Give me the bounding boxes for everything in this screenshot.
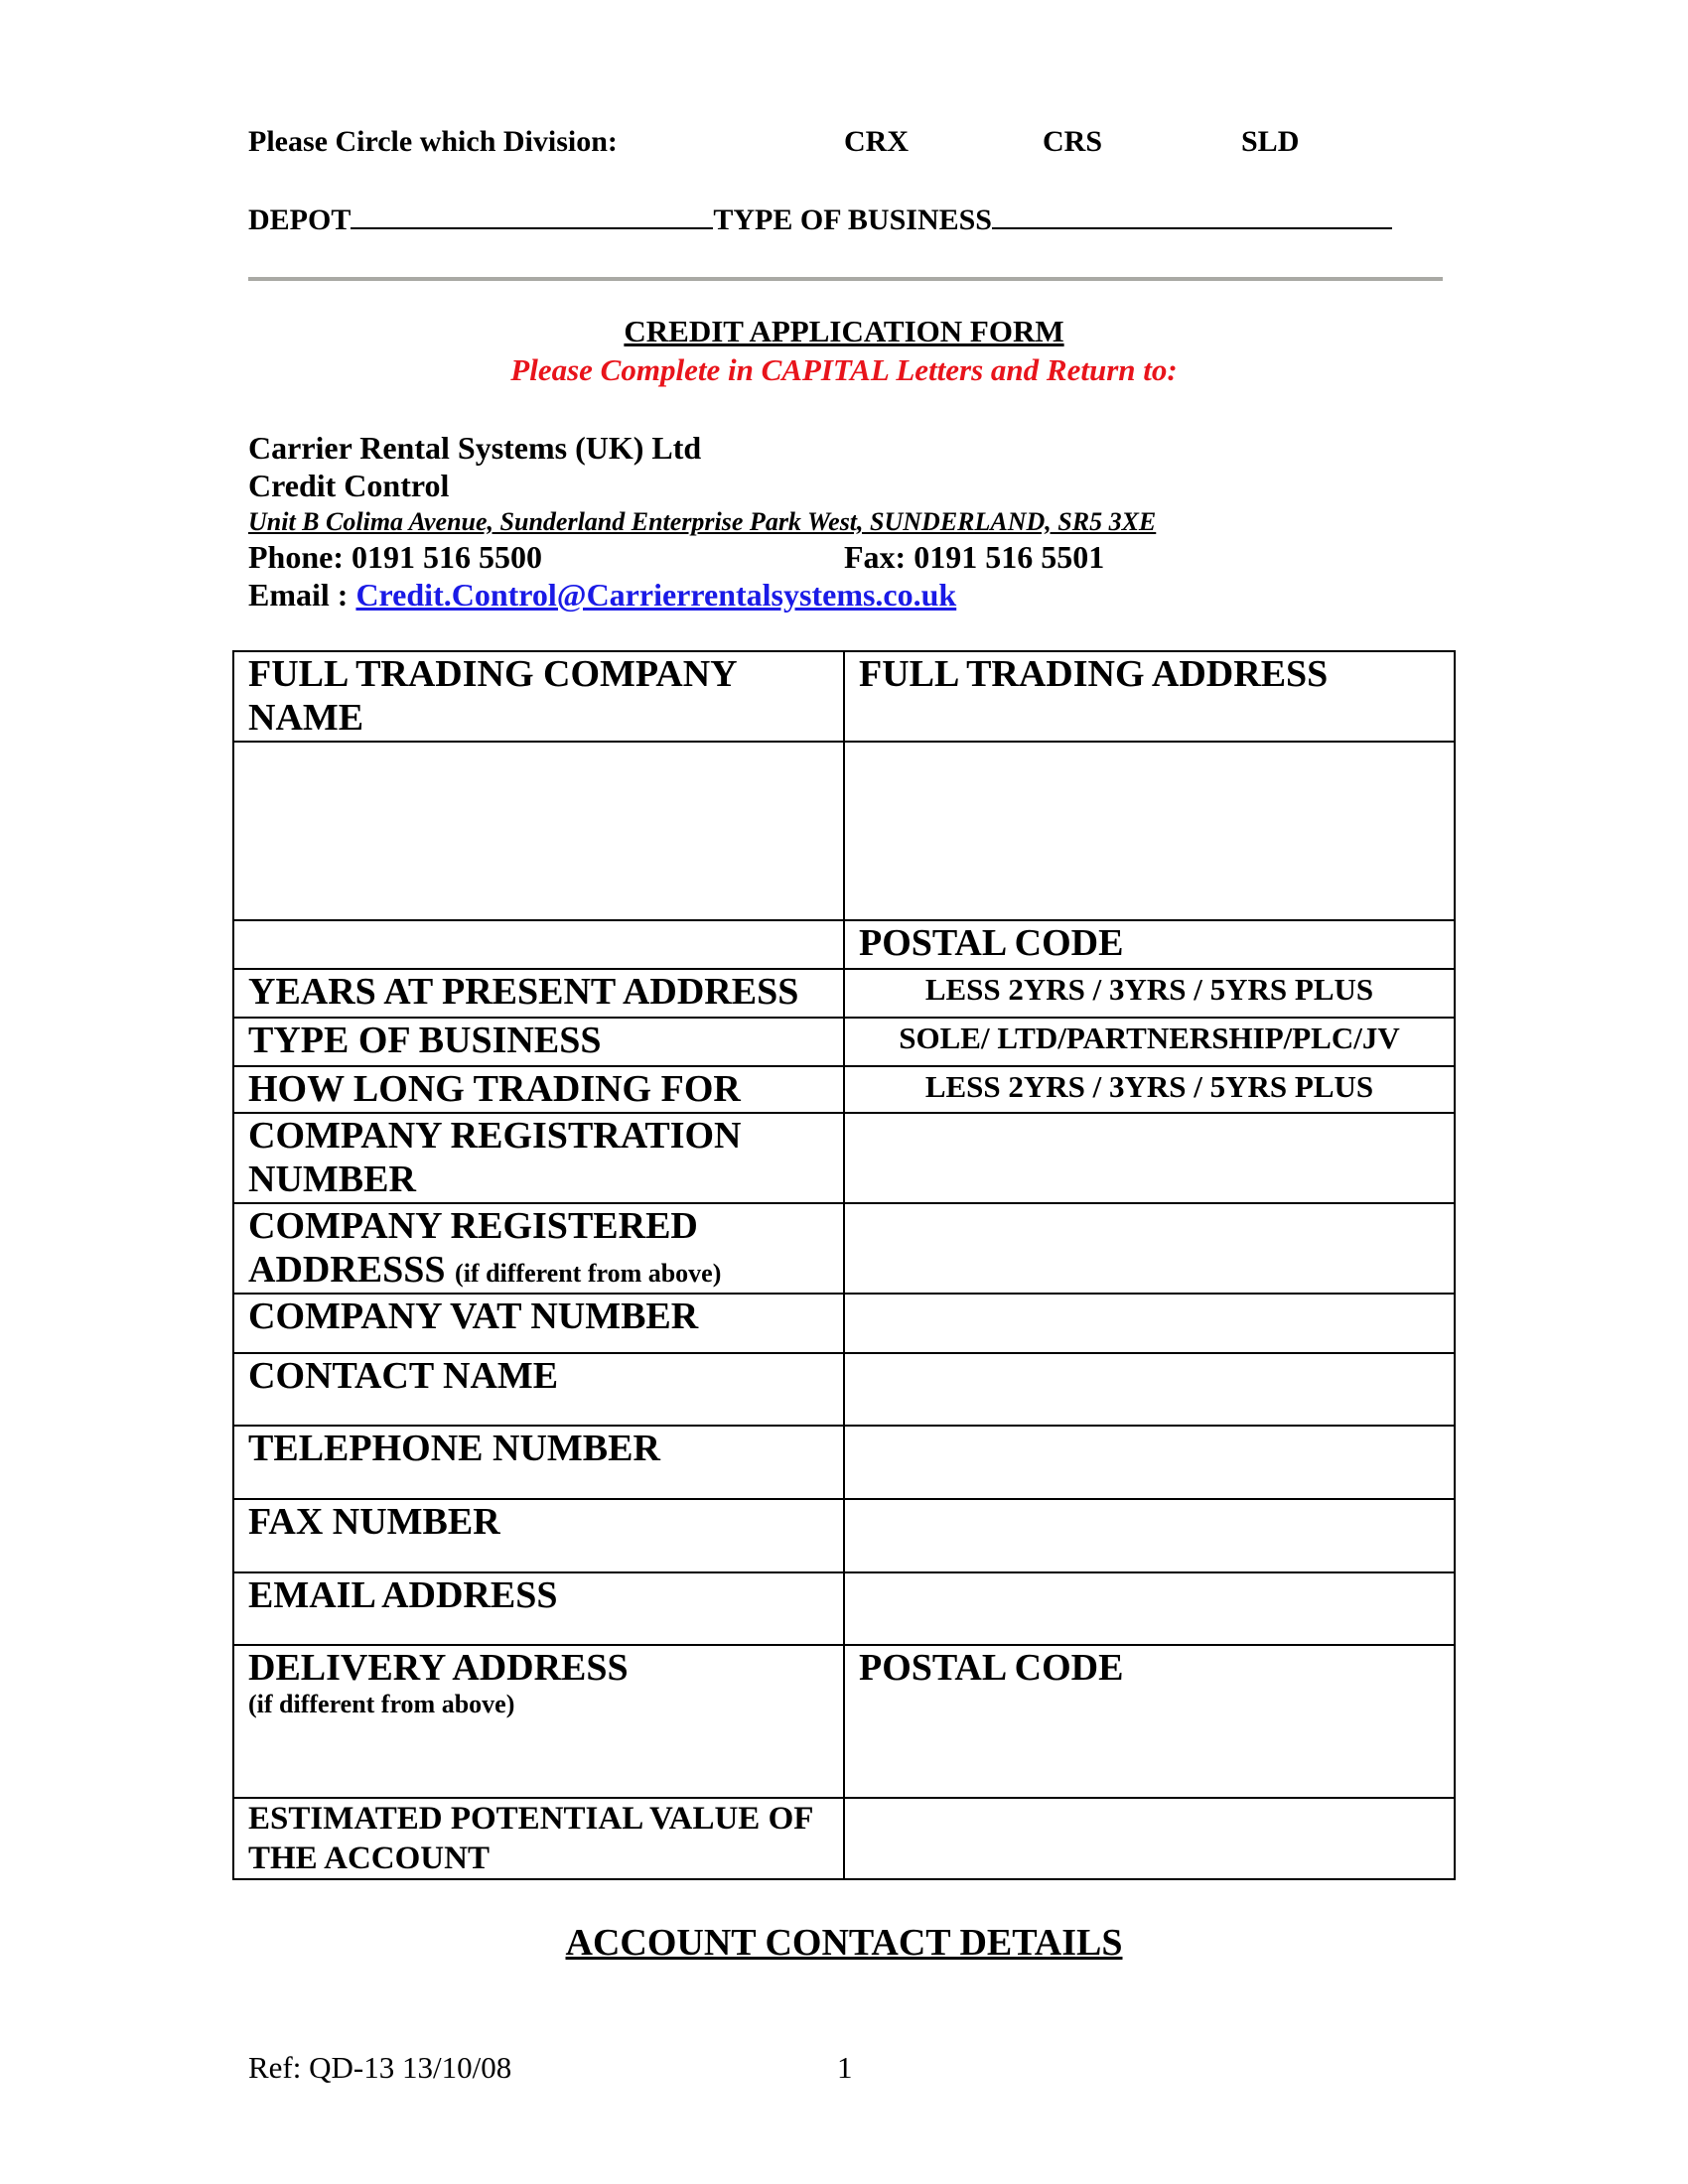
company-name: Carrier Rental Systems (UK) Ltd — [248, 430, 702, 466]
email-row — [248, 577, 956, 614]
trading-address-label: FULL TRADING ADDRESS — [844, 651, 1455, 742]
division-crs[interactable]: CRS — [1043, 125, 1103, 158]
credit-application-table — [232, 650, 1456, 1880]
telephone-field[interactable] — [844, 1426, 1455, 1499]
email-address-field[interactable] — [844, 1572, 1455, 1645]
fax-label: FAX NUMBER — [233, 1499, 844, 1572]
email-address-label: EMAIL ADDRESS — [233, 1572, 844, 1645]
division-prompt: Please Circle which Division: — [248, 125, 618, 158]
postal-address: Unit B Colima Avenue, Sunderland Enterprise Park West, SUNDERLAND, SR5 3XE — [248, 507, 1157, 536]
department-name: Credit Control — [248, 468, 450, 503]
registered-address-text: COMPANY REGISTERED ADDRESSS — [248, 1205, 698, 1291]
postal-code-label[interactable]: POSTAL CODE — [844, 920, 1455, 969]
delivery-address-label: DELIVERY ADDRESS — [248, 1647, 629, 1689]
delivery-postal-code-label[interactable]: POSTAL CODE — [844, 1645, 1455, 1798]
vat-number-field[interactable] — [844, 1294, 1455, 1353]
page-number: 1 — [837, 2050, 853, 2085]
trading-address-field[interactable] — [844, 742, 1455, 920]
delivery-address-cell[interactable] — [233, 1645, 844, 1798]
phone-number: Phone: 0191 516 5500 — [248, 539, 542, 575]
company-name-field[interactable] — [233, 742, 844, 920]
business-type-field[interactable] — [992, 202, 1392, 229]
header-divider — [248, 277, 1443, 281]
form-subtitle: Please Complete in CAPITAL Letters and Return to: — [510, 352, 1178, 387]
footer-reference: Ref: QD-13 13/10/08 — [248, 2050, 512, 2085]
trading-duration-label: HOW LONG TRADING FOR — [233, 1066, 844, 1113]
estimated-value-label: ESTIMATED POTENTIAL VALUE OF THE ACCOUNT — [233, 1798, 844, 1879]
depot-label: DEPOT — [248, 204, 352, 236]
registration-number-field[interactable] — [844, 1113, 1455, 1203]
vat-number-label: COMPANY VAT NUMBER — [233, 1294, 844, 1353]
depot-row — [248, 202, 1392, 237]
business-type-options[interactable]: SOLE/ LTD/PARTNERSHIP/PLC/JV — [844, 1018, 1455, 1066]
email-label: Email : — [248, 577, 356, 613]
contact-name-label: CONTACT NAME — [233, 1353, 844, 1426]
estimated-value-field[interactable] — [844, 1798, 1455, 1879]
form-title: CREDIT APPLICATION FORM — [624, 314, 1064, 348]
company-name-label: FULL TRADING COMPANY NAME — [233, 651, 844, 742]
trading-duration-options[interactable]: LESS 2YRS / 3YRS / 5YRS PLUS — [844, 1066, 1455, 1113]
fax-field[interactable] — [844, 1499, 1455, 1572]
registration-number-label: COMPANY REGISTRATION NUMBER — [233, 1113, 844, 1203]
email-link[interactable]: Credit.Control@Carrierrentalsystems.co.uk — [355, 577, 957, 613]
registered-address-label — [233, 1203, 844, 1294]
telephone-label: TELEPHONE NUMBER — [233, 1426, 844, 1499]
blank-cell — [233, 920, 844, 969]
delivery-address-note: (if different from above) — [248, 1690, 515, 1718]
division-sld[interactable]: SLD — [1241, 125, 1300, 158]
registered-address-field[interactable] — [844, 1203, 1455, 1294]
registered-address-note: (if different from above) — [455, 1259, 722, 1288]
contact-name-field[interactable] — [844, 1353, 1455, 1426]
account-contact-heading: ACCOUNT CONTACT DETAILS — [565, 1922, 1123, 1964]
business-type-label-cell: TYPE OF BUSINESS — [233, 1018, 844, 1066]
division-crx[interactable]: CRX — [844, 125, 909, 158]
depot-field[interactable] — [351, 202, 713, 229]
years-at-address-label: YEARS AT PRESENT ADDRESS — [233, 969, 844, 1018]
fax-number: Fax: 0191 516 5501 — [844, 539, 1105, 575]
business-type-label: TYPE OF BUSINESS — [713, 204, 992, 236]
years-at-address-options[interactable]: LESS 2YRS / 3YRS / 5YRS PLUS — [844, 969, 1455, 1018]
